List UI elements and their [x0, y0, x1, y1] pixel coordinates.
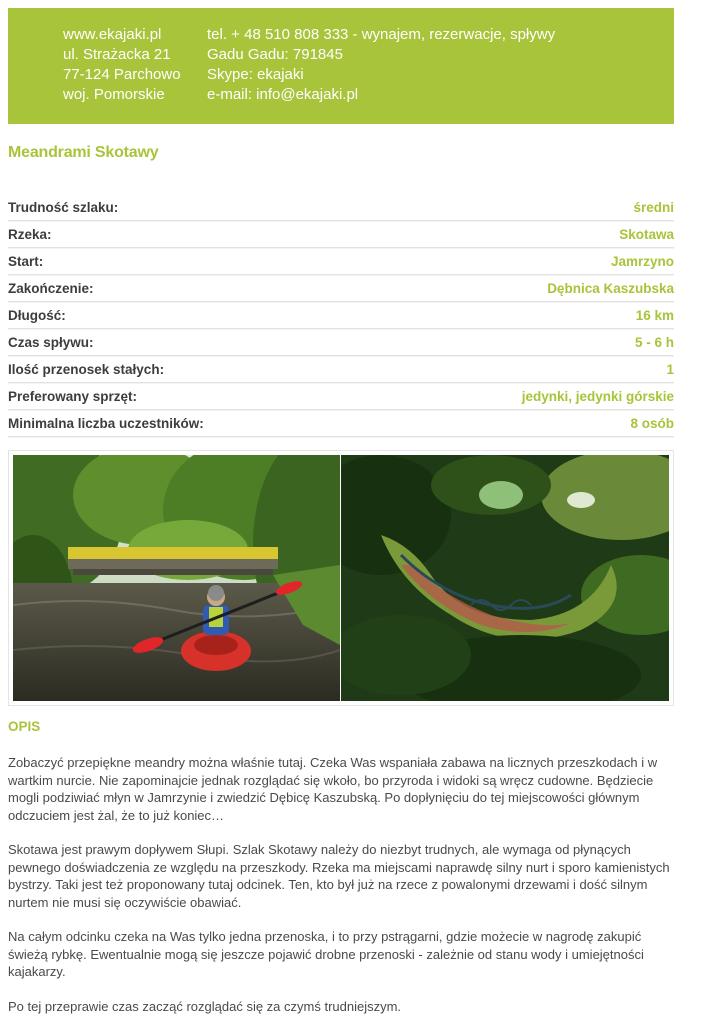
gadu-gadu-line: Gadu Gadu: 791845 [207, 46, 343, 63]
spec-value: Skotawa [619, 227, 674, 242]
spec-value: Dębnica Kaszubska [547, 281, 674, 296]
spec-row-river [8, 221, 674, 248]
page-title: Meandrami Skotawy [8, 144, 159, 161]
spec-value: 5 - 6 h [634, 335, 674, 350]
region: woj. Pomorskie [63, 86, 165, 103]
spec-row-length [8, 302, 674, 329]
spec-row-portages [8, 356, 674, 383]
spec-label: Preferowany sprzęt: [8, 389, 138, 404]
postal-city: 77-124 Parchowo [63, 66, 181, 83]
spec-row-duration [8, 329, 674, 356]
spec-row-min-participants [8, 410, 674, 437]
spec-row-equipment [8, 383, 674, 410]
spec-row-start [8, 248, 674, 275]
description-paragraph: Po tej przeprawie czas zacząć rozglądać się za czymś trudniejszym. [8, 998, 402, 1014]
contact-header [8, 8, 674, 124]
spec-value: średni [633, 200, 674, 215]
skype-line: Skype: ekajaki [207, 66, 304, 83]
phone-line: tel. + 48 510 808 333 - wynajem, rezerwacje, spływy [207, 26, 556, 43]
email-line[interactable]: e-mail: info@ekajaki.pl [207, 86, 359, 103]
kayaker-photo [13, 455, 340, 701]
street-address: ul. Strażacka 21 [63, 46, 171, 63]
spec-label: Trudność szlaku: [8, 200, 119, 215]
address-block [63, 25, 181, 105]
spec-label: Zakończenie: [8, 281, 94, 296]
spec-value: 8 osób [630, 416, 674, 431]
spec-label: Długość: [8, 308, 66, 323]
spec-row-difficulty [8, 194, 674, 221]
contact-block [207, 25, 555, 105]
spec-value: 16 km [635, 308, 674, 323]
description-paragraph: Zobaczyć przepiękne meandry można właśnie tutaj. Czeka Was wspaniała zabawa na licznych przeszkodach i w wartkim nurcie. Nie zapominajcie jednak rozglądać się wkoło, bo przyroda i widoki są wręcz cudowne. Będziecie mogli podziwiać młyn w Jamrzynie i zwiedzić Dębicę Kaszubską. Po dopłynięciu do tej miejscowości głównym odczuciem jest żal, że to już koniec… [8, 755, 658, 823]
spec-label: Minimalna liczba uczestników: [8, 416, 204, 431]
description-paragraph: Skotawa jest prawym dopływem Słupi. Szlak Skotawy należy do niezbyt trudnych, ale wymaga od płynących pewnego doświadczenia ze względu na przeszkody. Rzeka ma miejscami naprawdę silny nurt i sporo kamienistych bystrzy. Taki jest też proponowany tutaj odcinek. Ten, kto był już na rzece z powalonymi drzewami i dość silnym nurtem nie musi się oczywiście obawiać. [8, 842, 670, 910]
description-heading: OPIS [8, 719, 41, 734]
description-body [8, 754, 676, 1032]
route-photos [8, 450, 674, 706]
spec-label: Start: [8, 254, 44, 269]
spec-value: 1 [666, 362, 674, 377]
aerial-meander-photo [341, 455, 669, 701]
spec-label: Ilość przenosek stałych: [8, 362, 165, 377]
spec-row-end [8, 275, 674, 302]
spec-label: Czas spływu: [8, 335, 94, 350]
website-link[interactable]: www.ekajaki.pl [63, 26, 162, 43]
route-specs-list [8, 194, 674, 437]
spec-value: jedynki, jedynki górskie [521, 389, 674, 404]
description-paragraph: Na całym odcinku czeka na Was tylko jedna przenoska, i to przy pstrągarni, gdzie możecie w nagrodę zakupić świeżą rybkę. Ewentualnie mogą się jeszcze pojawić drobne przenoski - zależnie od stanu wody i umiejętności kajakarzy. [8, 929, 644, 979]
spec-value: Jamrzyno [610, 254, 674, 269]
spec-label: Rzeka: [8, 227, 52, 242]
